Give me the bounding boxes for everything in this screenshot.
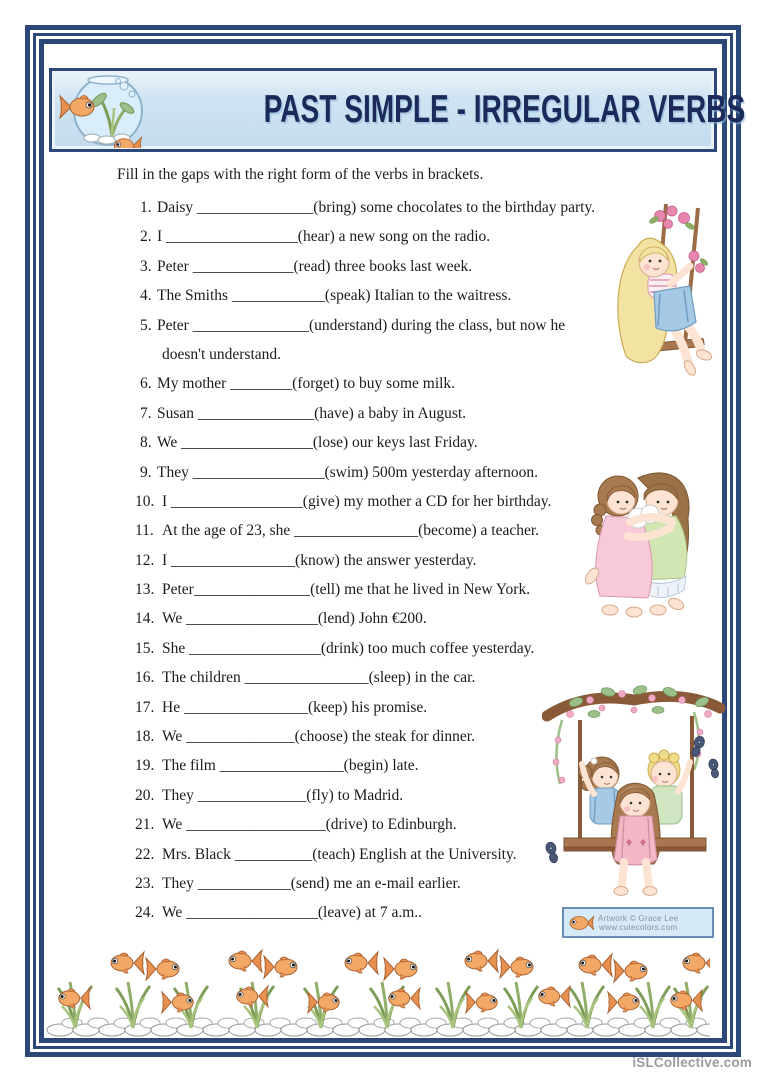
exercise-text: We _________________(lend) John €200.: [162, 610, 427, 628]
exercise-number: 21.: [135, 816, 155, 834]
fishbowl-icon: [52, 72, 170, 148]
artwork-credit-box: [562, 907, 714, 938]
exercise-text: We ______________(choose) the steak for dinner.: [162, 728, 475, 746]
exercise-text: Peter _____________(read) three books last week.: [157, 257, 473, 275]
exercise-number: 20.: [135, 786, 155, 804]
exercise-number: 3.: [140, 257, 152, 275]
page-border-outer: [25, 25, 746, 1057]
exercise-text: Susan _______________(have) a baby in August.: [157, 404, 467, 422]
exercise-text: We _________________(leave) at 7 a.m..: [162, 904, 423, 922]
credit-line-2: www.cutecolors.com: [599, 922, 678, 932]
exercise-text: The children ________________(sleep) in the car.: [162, 669, 476, 687]
exercise-number: 13.: [135, 581, 155, 599]
exercise-row: [135, 428, 701, 457]
exercise-number: 23.: [135, 874, 155, 892]
worksheet-title: PAST SIMPLE - IRREGULAR VERBS: [263, 88, 746, 131]
exercise-continuation: doesn't understand.: [162, 345, 282, 363]
fish-border-illustration: [46, 944, 710, 1037]
page-content: [44, 44, 746, 1038]
exercise-text: The film ________________(begin) late.: [162, 757, 419, 775]
exercise-text: Mrs. Black __________(teach) English at the University.: [162, 845, 517, 863]
exercise-text: At the age of 23, she ________________(become) a teacher.: [162, 522, 540, 540]
exercise-row: [135, 399, 701, 428]
exercise-text: He ________________(keep) his promise.: [162, 698, 428, 716]
exercise-text: We _________________(lose) our keys last Friday.: [157, 434, 478, 452]
exercise-number: 18.: [135, 728, 155, 746]
exercise-number: 12.: [135, 551, 155, 569]
exercise-number: 7.: [140, 404, 152, 422]
page-border-middle: [33, 33, 746, 1049]
exercise-text: They ____________(send) me an e-mail earlier.: [162, 874, 461, 892]
hugging-girls-illustration: [576, 456, 710, 622]
exercise-text: I _________________(give) my mother a CD for her birthday.: [162, 492, 552, 510]
page-border-inner: [39, 39, 746, 1043]
exercise-number: 11.: [135, 522, 154, 540]
exercise-number: 4.: [140, 287, 152, 305]
exercise-text: They ______________(fly) to Madrid.: [162, 786, 404, 804]
exercise-number: 16.: [135, 669, 155, 687]
credit-fish-icon: [568, 914, 594, 932]
header-banner: [49, 68, 746, 152]
exercise-text: I _________________(hear) a new song on the radio.: [157, 228, 491, 246]
instructions-text: Fill in the gaps with the right form of the verbs in brackets.: [117, 166, 484, 183]
swing-bench-illustration: [542, 662, 728, 908]
exercise-text: Peter_______________(tell) me that he lived in New York.: [162, 581, 531, 599]
exercise-number: 8.: [140, 434, 152, 452]
exercise-text: I ________________(know) the answer yesterday.: [162, 551, 477, 569]
exercise-number: 6.: [140, 375, 152, 393]
exercise-text: We __________________(drive) to Edinburgh.: [162, 816, 457, 834]
exercise-text: My mother ________(forget) to buy some milk.: [157, 375, 456, 393]
exercise-text: She _________________(drink) too much coffee yesterday.: [162, 639, 535, 657]
exercise-number: 19.: [135, 757, 155, 775]
exercise-number: 2.: [140, 228, 152, 246]
exercise-number: 22.: [135, 845, 155, 863]
girl-on-swing-illustration: [596, 204, 724, 382]
exercise-number: 10.: [135, 492, 155, 510]
artwork-credit-text: [598, 914, 679, 932]
exercise-text: The Smiths ____________(speak) Italian to the waitress.: [157, 287, 512, 305]
exercise-number: 14.: [135, 610, 155, 628]
exercise-number: 9.: [140, 463, 152, 481]
exercise-text: Peter _______________(understand) during the class, but now he: [157, 316, 566, 334]
exercise-number: 15.: [135, 639, 155, 657]
islcollective-watermark: iSLCollective.com: [632, 1055, 752, 1070]
credit-line-1: Artwork © Grace Lee: [598, 913, 679, 923]
exercise-number: 5.: [140, 316, 152, 334]
exercise-number: 24.: [135, 904, 155, 922]
exercise-row: [135, 634, 701, 663]
exercise-number: 1.: [140, 199, 152, 216]
exercise-text: They _________________(swim) 500m yesterday afternoon.: [157, 463, 538, 481]
exercise-text: Daisy _______________(bring) some chocolates to the birthday party.: [157, 199, 596, 216]
exercise-number: 17.: [135, 698, 155, 716]
